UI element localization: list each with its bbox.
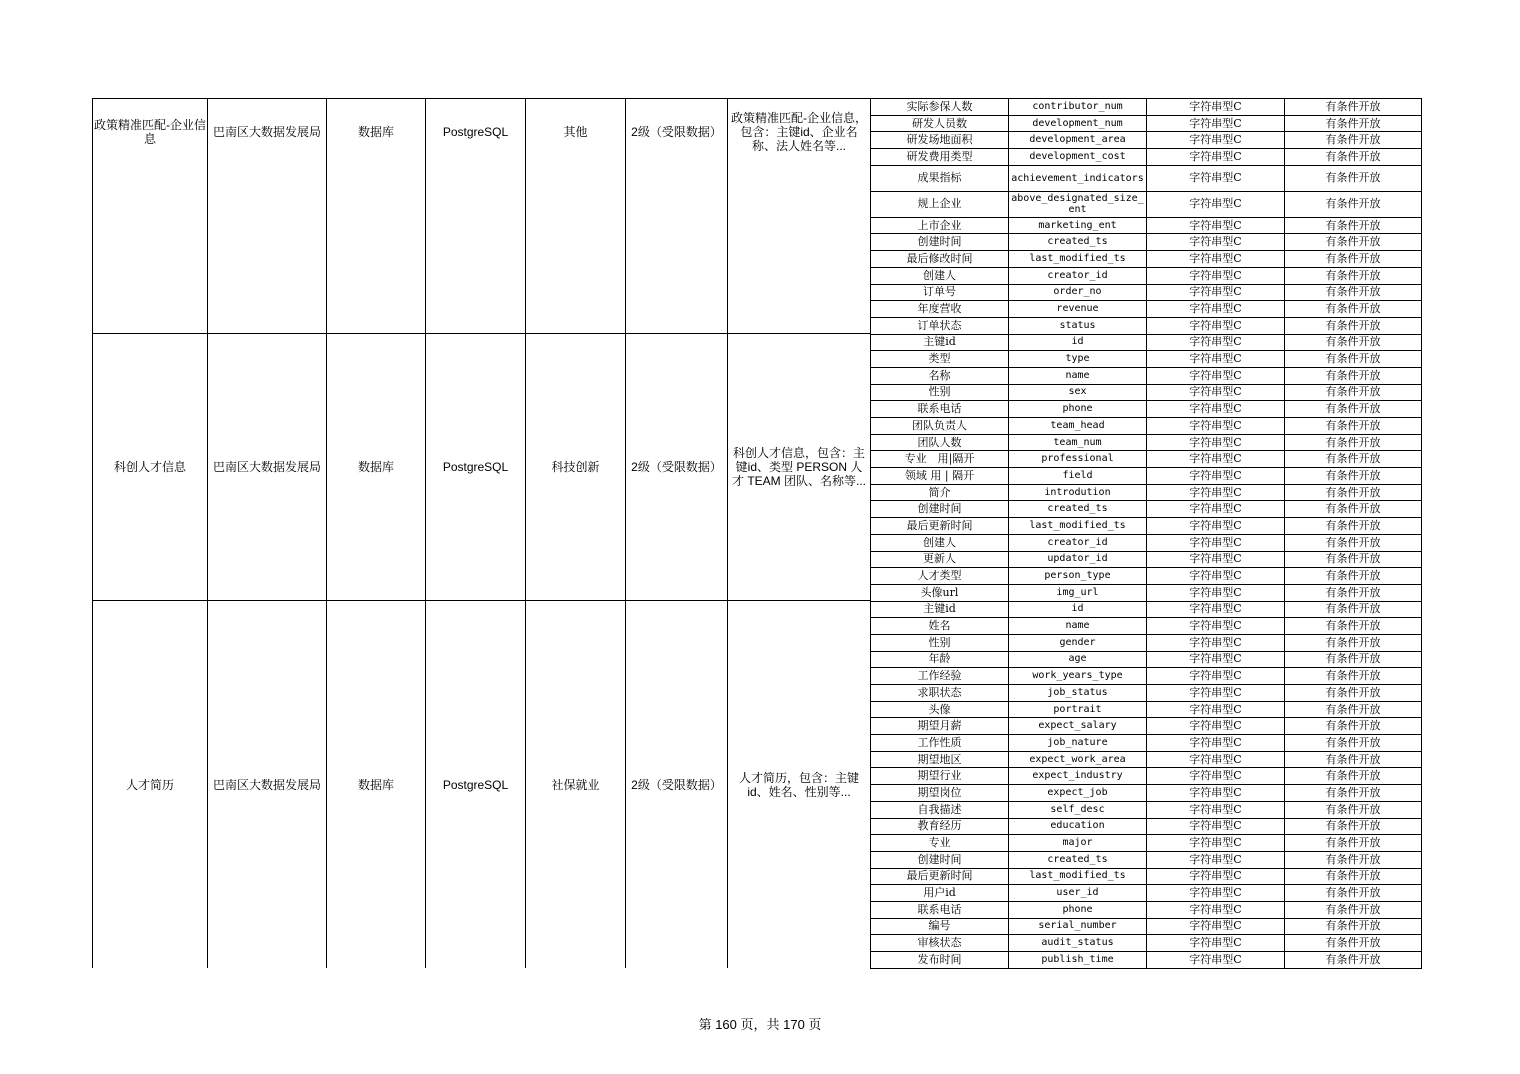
field-row (871, 801, 1422, 818)
field-row (871, 501, 1422, 518)
field-type: 字符串型C (1147, 149, 1285, 166)
field-type: 字符串型C (1147, 434, 1285, 451)
field-type: 字符串型C (1147, 217, 1285, 234)
field-cn-name: 人才类型 (871, 568, 1009, 585)
field-row (871, 434, 1422, 451)
field-row (871, 165, 1422, 191)
field-cn-name: 领域 用 | 隔开 (871, 468, 1009, 485)
field-type: 字符串型C (1147, 518, 1285, 535)
field-cn-name: 联系电话 (871, 901, 1009, 918)
field-row (871, 551, 1422, 568)
record-1-db: PostgreSQL (425, 98, 525, 333)
field-share-condition: 有条件开放 (1285, 551, 1422, 568)
field-type: 字符串型C (1147, 751, 1285, 768)
field-share-condition: 有条件开放 (1285, 685, 1422, 702)
field-en-name: field (1009, 468, 1147, 485)
field-row (871, 701, 1422, 718)
field-cn-name: 主键id (871, 601, 1009, 618)
field-type: 字符串型C (1147, 451, 1285, 468)
field-row (871, 918, 1422, 935)
record-1-dept: 巴南区大数据发展局 (207, 98, 326, 333)
field-share-condition: 有条件开放 (1285, 149, 1422, 166)
field-en-name: updator_id (1009, 551, 1147, 568)
field-type: 字符串型C (1147, 601, 1285, 618)
field-cn-name: 编号 (871, 918, 1009, 935)
field-share-condition: 有条件开放 (1285, 584, 1422, 601)
field-share-condition: 有条件开放 (1285, 918, 1422, 935)
field-cn-name: 名称 (871, 367, 1009, 384)
field-row (871, 234, 1422, 251)
field-en-name: professional (1009, 451, 1147, 468)
field-row (871, 451, 1422, 468)
field-row (871, 518, 1422, 535)
field-cn-name: 期望行业 (871, 768, 1009, 785)
field-share-condition: 有条件开放 (1285, 935, 1422, 952)
field-row (871, 334, 1422, 351)
page-footer: 第 160 页，共 170 页 (698, 1017, 822, 1032)
field-en-name: created_ts (1009, 501, 1147, 518)
field-share-condition: 有条件开放 (1285, 317, 1422, 334)
field-row (871, 901, 1422, 918)
record-1-name: 政策精准匹配-企业信息 (92, 98, 207, 333)
field-share-condition: 有条件开放 (1285, 334, 1422, 351)
field-share-condition: 有条件开放 (1285, 785, 1422, 802)
field-share-condition: 有条件开放 (1285, 751, 1422, 768)
field-en-name: status (1009, 317, 1147, 334)
field-type: 字符串型C (1147, 551, 1285, 568)
field-cn-name: 教育经历 (871, 818, 1009, 835)
field-cn-name: 实际参保人数 (871, 99, 1009, 116)
field-type: 字符串型C (1147, 191, 1285, 217)
field-row (871, 568, 1422, 585)
record-1-level: 2级（受限数据） (625, 98, 727, 333)
field-share-condition: 有条件开放 (1285, 132, 1422, 149)
field-row (871, 634, 1422, 651)
field-en-name: publish_time (1009, 952, 1147, 969)
field-cn-name: 主键id (871, 334, 1009, 351)
field-row (871, 768, 1422, 785)
field-type: 字符串型C (1147, 785, 1285, 802)
field-share-condition: 有条件开放 (1285, 251, 1422, 268)
field-share-condition: 有条件开放 (1285, 718, 1422, 735)
field-en-name: phone (1009, 401, 1147, 418)
field-row (871, 735, 1422, 752)
field-row (871, 484, 1422, 501)
record-2-category: 科技创新 (525, 333, 625, 600)
field-row (871, 851, 1422, 868)
field-cn-name: 简介 (871, 484, 1009, 501)
record-2-dept: 巴南区大数据发展局 (207, 333, 326, 600)
field-share-condition: 有条件开放 (1285, 701, 1422, 718)
field-en-name: development_cost (1009, 149, 1147, 166)
field-en-name: contributor_num (1009, 99, 1147, 116)
field-row (871, 251, 1422, 268)
field-share-condition: 有条件开放 (1285, 668, 1422, 685)
field-en-name: id (1009, 334, 1147, 351)
field-cn-name: 发布时间 (871, 952, 1009, 969)
field-en-name: creator_id (1009, 267, 1147, 284)
field-cn-name: 最后更新时间 (871, 518, 1009, 535)
field-en-name: sex (1009, 384, 1147, 401)
field-en-name: last_modified_ts (1009, 868, 1147, 885)
field-cn-name: 期望月薪 (871, 718, 1009, 735)
field-type: 字符串型C (1147, 351, 1285, 368)
field-cn-name: 审核状态 (871, 935, 1009, 952)
field-type: 字符串型C (1147, 618, 1285, 635)
field-cn-name: 创建时间 (871, 851, 1009, 868)
field-en-name: created_ts (1009, 234, 1147, 251)
field-table-body (871, 99, 1422, 969)
field-en-name: img_url (1009, 584, 1147, 601)
field-row (871, 818, 1422, 835)
field-row (871, 718, 1422, 735)
field-en-name: id (1009, 601, 1147, 618)
field-row (871, 367, 1422, 384)
field-en-name: phone (1009, 901, 1147, 918)
field-row (871, 267, 1422, 284)
field-row (871, 217, 1422, 234)
field-en-name: job_nature (1009, 735, 1147, 752)
field-share-condition: 有条件开放 (1285, 601, 1422, 618)
field-row (871, 935, 1422, 952)
field-share-condition: 有条件开放 (1285, 234, 1422, 251)
field-cn-name: 研发费用类型 (871, 149, 1009, 166)
field-cn-name: 年龄 (871, 651, 1009, 668)
field-type: 字符串型C (1147, 418, 1285, 435)
field-type: 字符串型C (1147, 334, 1285, 351)
field-en-name: user_id (1009, 885, 1147, 902)
field-type: 字符串型C (1147, 284, 1285, 301)
field-en-name: expect_salary (1009, 718, 1147, 735)
field-share-condition: 有条件开放 (1285, 851, 1422, 868)
field-en-name: major (1009, 835, 1147, 852)
field-cn-name: 订单状态 (871, 317, 1009, 334)
field-share-condition: 有条件开放 (1285, 99, 1422, 116)
field-row (871, 952, 1422, 969)
field-en-name: expect_industry (1009, 768, 1147, 785)
field-en-name: age (1009, 651, 1147, 668)
field-row (871, 618, 1422, 635)
field-row (871, 751, 1422, 768)
field-en-name: last_modified_ts (1009, 251, 1147, 268)
field-type: 字符串型C (1147, 251, 1285, 268)
field-type: 字符串型C (1147, 584, 1285, 601)
field-type: 字符串型C (1147, 501, 1285, 518)
field-row (871, 868, 1422, 885)
field-share-condition: 有条件开放 (1285, 351, 1422, 368)
field-type: 字符串型C (1147, 851, 1285, 868)
field-en-name: marketing_ent (1009, 217, 1147, 234)
field-type: 字符串型C (1147, 935, 1285, 952)
field-en-name: name (1009, 367, 1147, 384)
field-en-name: creator_id (1009, 534, 1147, 551)
field-type: 字符串型C (1147, 132, 1285, 149)
field-cn-name: 求职状态 (871, 685, 1009, 702)
field-cn-name: 上市企业 (871, 217, 1009, 234)
field-cn-name: 专业 (871, 835, 1009, 852)
field-share-condition: 有条件开放 (1285, 451, 1422, 468)
field-type: 字符串型C (1147, 317, 1285, 334)
field-row (871, 468, 1422, 485)
field-share-condition: 有条件开放 (1285, 768, 1422, 785)
field-cn-name: 期望地区 (871, 751, 1009, 768)
field-share-condition: 有条件开放 (1285, 634, 1422, 651)
field-en-name: expect_job (1009, 785, 1147, 802)
field-en-name: work_years_type (1009, 668, 1147, 685)
field-share-condition: 有条件开放 (1285, 301, 1422, 318)
record-2-name: 科创人才信息 (92, 333, 207, 600)
field-en-name: order_no (1009, 284, 1147, 301)
field-en-name: self_desc (1009, 801, 1147, 818)
field-type: 字符串型C (1147, 901, 1285, 918)
field-type: 字符串型C (1147, 718, 1285, 735)
field-share-condition: 有条件开放 (1285, 568, 1422, 585)
record-1-kind: 数据库 (326, 98, 425, 333)
field-en-name: serial_number (1009, 918, 1147, 935)
field-row (871, 317, 1422, 334)
field-row (871, 418, 1422, 435)
field-share-condition: 有条件开放 (1285, 801, 1422, 818)
field-en-name: education (1009, 818, 1147, 835)
field-share-condition: 有条件开放 (1285, 518, 1422, 535)
field-cn-name: 头像 (871, 701, 1009, 718)
field-row (871, 584, 1422, 601)
field-share-condition: 有条件开放 (1285, 418, 1422, 435)
field-share-condition: 有条件开放 (1285, 501, 1422, 518)
field-en-name: team_num (1009, 434, 1147, 451)
field-share-condition: 有条件开放 (1285, 367, 1422, 384)
field-row (871, 384, 1422, 401)
field-type: 字符串型C (1147, 668, 1285, 685)
field-row (871, 115, 1422, 132)
field-row (871, 99, 1422, 116)
field-type: 字符串型C (1147, 885, 1285, 902)
field-type: 字符串型C (1147, 701, 1285, 718)
field-type: 字符串型C (1147, 768, 1285, 785)
record-3-level: 2级（受限数据） (625, 600, 727, 968)
record-1-desc: 政策精准匹配-企业信息，包含：主键id、企业名称、法人姓名等... (727, 98, 870, 333)
field-share-condition: 有条件开放 (1285, 434, 1422, 451)
field-row (871, 351, 1422, 368)
record-2-desc: 科创人才信息，包含：主键id、类型 PERSON 人才 TEAM 团队、名称等... (727, 333, 870, 600)
field-cn-name: 更新人 (871, 551, 1009, 568)
field-en-name: expect_work_area (1009, 751, 1147, 768)
field-en-name: portrait (1009, 701, 1147, 718)
field-share-condition: 有条件开放 (1285, 651, 1422, 668)
field-cn-name: 研发场地面积 (871, 132, 1009, 149)
field-en-name: last_modified_ts (1009, 518, 1147, 535)
field-cn-name: 类型 (871, 351, 1009, 368)
record-2-db: PostgreSQL (425, 333, 525, 600)
field-cn-name: 工作经验 (871, 668, 1009, 685)
field-cn-name: 规上企业 (871, 191, 1009, 217)
field-en-name: audit_status (1009, 935, 1147, 952)
field-type: 字符串型C (1147, 651, 1285, 668)
field-row (871, 132, 1422, 149)
field-en-name: achievement_indicators (1009, 165, 1147, 191)
field-type: 字符串型C (1147, 801, 1285, 818)
field-type: 字符串型C (1147, 835, 1285, 852)
field-cn-name: 订单号 (871, 284, 1009, 301)
field-share-condition: 有条件开放 (1285, 191, 1422, 217)
field-share-condition: 有条件开放 (1285, 818, 1422, 835)
field-cn-name: 研发人员数 (871, 115, 1009, 132)
field-row (871, 301, 1422, 318)
record-3-dept: 巴南区大数据发展局 (207, 600, 326, 968)
field-cn-name: 团队负责人 (871, 418, 1009, 435)
field-share-condition: 有条件开放 (1285, 284, 1422, 301)
field-en-name: job_status (1009, 685, 1147, 702)
field-row (871, 284, 1422, 301)
field-en-name: revenue (1009, 301, 1147, 318)
field-type: 字符串型C (1147, 868, 1285, 885)
field-en-name: above_designated_size_ent (1009, 191, 1147, 217)
field-cn-name: 最后修改时间 (871, 251, 1009, 268)
field-row (871, 685, 1422, 702)
field-cn-name: 创建人 (871, 534, 1009, 551)
field-row (871, 885, 1422, 902)
field-cn-name: 自我描述 (871, 801, 1009, 818)
field-share-condition: 有条件开放 (1285, 835, 1422, 852)
field-row (871, 785, 1422, 802)
field-en-name: person_type (1009, 568, 1147, 585)
field-row (871, 601, 1422, 618)
field-share-condition: 有条件开放 (1285, 165, 1422, 191)
field-en-name: introdution (1009, 484, 1147, 501)
field-share-condition: 有条件开放 (1285, 735, 1422, 752)
field-cn-name: 成果指标 (871, 165, 1009, 191)
field-en-name: development_area (1009, 132, 1147, 149)
field-row (871, 668, 1422, 685)
field-type: 字符串型C (1147, 918, 1285, 935)
field-cn-name: 年度营收 (871, 301, 1009, 318)
field-cn-name: 专业 用|隔开 (871, 451, 1009, 468)
field-share-condition: 有条件开放 (1285, 885, 1422, 902)
field-row (871, 191, 1422, 217)
field-type: 字符串型C (1147, 367, 1285, 384)
record-1-category: 其他 (525, 98, 625, 333)
field-cn-name: 团队人数 (871, 434, 1009, 451)
field-type: 字符串型C (1147, 468, 1285, 485)
field-cn-name: 用户id (871, 885, 1009, 902)
field-row (871, 534, 1422, 551)
field-share-condition: 有条件开放 (1285, 484, 1422, 501)
field-type: 字符串型C (1147, 99, 1285, 116)
record-3-name: 人才简历 (92, 600, 207, 968)
field-type: 字符串型C (1147, 818, 1285, 835)
field-type: 字符串型C (1147, 115, 1285, 132)
field-row (871, 651, 1422, 668)
field-type: 字符串型C (1147, 534, 1285, 551)
field-cn-name: 工作性质 (871, 735, 1009, 752)
field-share-condition: 有条件开放 (1285, 868, 1422, 885)
field-row (871, 149, 1422, 166)
field-table (870, 98, 1422, 969)
field-cn-name: 创建时间 (871, 501, 1009, 518)
field-type: 字符串型C (1147, 401, 1285, 418)
field-type: 字符串型C (1147, 234, 1285, 251)
field-cn-name: 最后更新时间 (871, 868, 1009, 885)
field-cn-name: 联系电话 (871, 401, 1009, 418)
field-share-condition: 有条件开放 (1285, 901, 1422, 918)
field-cn-name: 头像url (871, 584, 1009, 601)
field-share-condition: 有条件开放 (1285, 534, 1422, 551)
field-share-condition: 有条件开放 (1285, 468, 1422, 485)
record-2-level: 2级（受限数据） (625, 333, 727, 600)
field-share-condition: 有条件开放 (1285, 618, 1422, 635)
field-cn-name: 创建人 (871, 267, 1009, 284)
field-type: 字符串型C (1147, 735, 1285, 752)
field-type: 字符串型C (1147, 301, 1285, 318)
field-share-condition: 有条件开放 (1285, 952, 1422, 969)
field-type: 字符串型C (1147, 484, 1285, 501)
field-en-name: team_head (1009, 418, 1147, 435)
field-cn-name: 期望岗位 (871, 785, 1009, 802)
field-en-name: created_ts (1009, 851, 1147, 868)
field-cn-name: 性别 (871, 384, 1009, 401)
field-type: 字符串型C (1147, 384, 1285, 401)
field-cn-name: 姓名 (871, 618, 1009, 635)
record-3-category: 社保就业 (525, 600, 625, 968)
field-share-condition: 有条件开放 (1285, 384, 1422, 401)
field-type: 字符串型C (1147, 165, 1285, 191)
field-share-condition: 有条件开放 (1285, 115, 1422, 132)
record-3-kind: 数据库 (326, 600, 425, 968)
field-row (871, 401, 1422, 418)
field-type: 字符串型C (1147, 634, 1285, 651)
field-type: 字符串型C (1147, 267, 1285, 284)
field-en-name: gender (1009, 634, 1147, 651)
record-2-kind: 数据库 (326, 333, 425, 600)
field-share-condition: 有条件开放 (1285, 401, 1422, 418)
field-en-name: development_num (1009, 115, 1147, 132)
field-share-condition: 有条件开放 (1285, 217, 1422, 234)
field-share-condition: 有条件开放 (1285, 267, 1422, 284)
field-type: 字符串型C (1147, 952, 1285, 969)
field-row (871, 835, 1422, 852)
record-3-db: PostgreSQL (425, 600, 525, 968)
field-cn-name: 性别 (871, 634, 1009, 651)
field-cn-name: 创建时间 (871, 234, 1009, 251)
field-type: 字符串型C (1147, 568, 1285, 585)
record-3-desc: 人才简历，包含：主键id、姓名、性别等... (727, 600, 870, 968)
field-en-name: type (1009, 351, 1147, 368)
field-type: 字符串型C (1147, 685, 1285, 702)
field-en-name: name (1009, 618, 1147, 635)
